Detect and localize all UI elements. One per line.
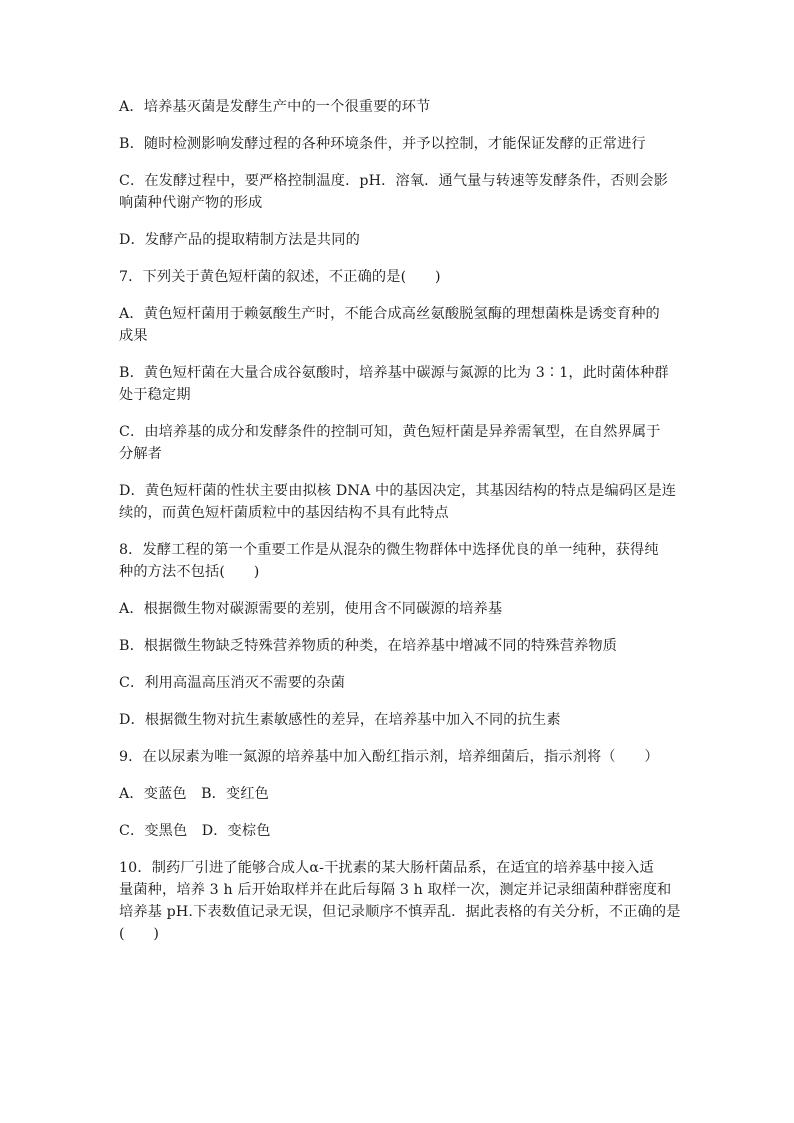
q6-option-d xyxy=(119,229,679,251)
q9-options-ab xyxy=(119,783,679,805)
q7-option-b xyxy=(119,362,679,406)
text-line: B．根据微生物缺乏特殊营养物质的种类，在培养基中增减不同的特殊营养物质 xyxy=(119,638,618,654)
q7-option-c xyxy=(119,421,679,465)
text-line: C．由培养基的成分和发酵条件的控制可知，黄色短杆菌是异养需氧型，在自然界属于 xyxy=(119,424,661,440)
text-line: A．变蓝色 B．变红色 xyxy=(119,786,270,802)
q9-options-cd xyxy=(119,820,679,842)
q10-stem xyxy=(119,857,679,945)
text-line: 处于稳定期 xyxy=(119,387,191,403)
q8-stem xyxy=(119,539,679,583)
text-line: D．根据微生物对抗生素敏感性的差异，在培养基中加入不同的抗生素 xyxy=(119,712,561,728)
text-line: 7．下列关于黄色短杆菌的叙述，不正确的是( ) xyxy=(119,269,441,285)
q9-stem xyxy=(119,746,679,768)
text-line: C．利用高温高压消灭不需要的杂菌 xyxy=(119,675,346,691)
text-line: 量菌种，培养 3 h 后开始取样并在此后每隔 3 h 取样一次，测定并记录细菌种群密度和 xyxy=(119,882,672,898)
q6-option-b xyxy=(119,133,679,155)
text-line: 分解者 xyxy=(119,446,163,462)
text-line: C．在发酵过程中，要严格控制温度．pH．溶氧．通气量与转速等发酵条件，否则会影 xyxy=(119,173,668,189)
text-line: A．根据微生物对碳源需要的差别，使用含不同碳源的培养基 xyxy=(119,601,503,617)
q7-stem xyxy=(119,266,679,288)
text-line: ( ) xyxy=(119,926,160,942)
text-line: D．发酵产品的提取精制方法是共同的 xyxy=(119,232,360,248)
q8-option-a xyxy=(119,598,679,620)
text-line: 响菌种代谢产物的形成 xyxy=(119,195,263,211)
text-line: 成果 xyxy=(119,328,148,344)
text-line: 8．发酵工程的第一个重要工作是从混杂的微生物群体中选择优良的单一纯种，获得纯 xyxy=(119,542,659,558)
text-line: 10．制药厂引进了能够合成人α-干扰素的某大肠杆菌品系，在适宜的培养基中接入适 xyxy=(119,860,654,876)
text-line: C．变黑色 D．变棕色 xyxy=(119,823,271,839)
q8-option-c xyxy=(119,672,679,694)
q6-option-c xyxy=(119,170,679,214)
text-line: B．黄色短杆菌在大量合成谷氨酸时，培养基中碳源与氮源的比为 3∶1，此时菌体种群 xyxy=(119,365,669,381)
text-line: A．培养基灭菌是发酵生产中的一个很重要的环节 xyxy=(119,99,431,115)
text-line: 续的，而黄色短杆菌质粒中的基因结构不具有此特点 xyxy=(119,505,449,521)
text-line: A．黄色短杆菌用于赖氨酸生产时，不能合成高丝氨酸脱氢酶的理想菌株是诱变育种的 xyxy=(119,306,660,322)
text-line: 种的方法不包括( ) xyxy=(119,564,260,580)
document-page xyxy=(119,96,679,960)
q7-option-d xyxy=(119,480,679,524)
q8-option-b xyxy=(119,635,679,657)
text-line: B．随时检测影响发酵过程的各种环境条件，并予以控制，才能保证发酵的正常进行 xyxy=(119,136,646,152)
text-line: 9．在以尿素为唯一氮源的培养基中加入酚红指示剂，培养细菌后，指示剂将（ ） xyxy=(119,749,659,765)
q6-option-a xyxy=(119,96,679,118)
text-line: D．黄色短杆菌的性状主要由拟核 DNA 中的基因决定，其基因结构的特点是编码区是连 xyxy=(119,483,677,499)
q8-option-d xyxy=(119,709,679,731)
q7-option-a xyxy=(119,303,679,347)
text-line: 培养基 pH.下表数值记录无误，但记录顺序不慎弄乱．据此表格的有关分析，不正确的是 xyxy=(119,904,681,920)
